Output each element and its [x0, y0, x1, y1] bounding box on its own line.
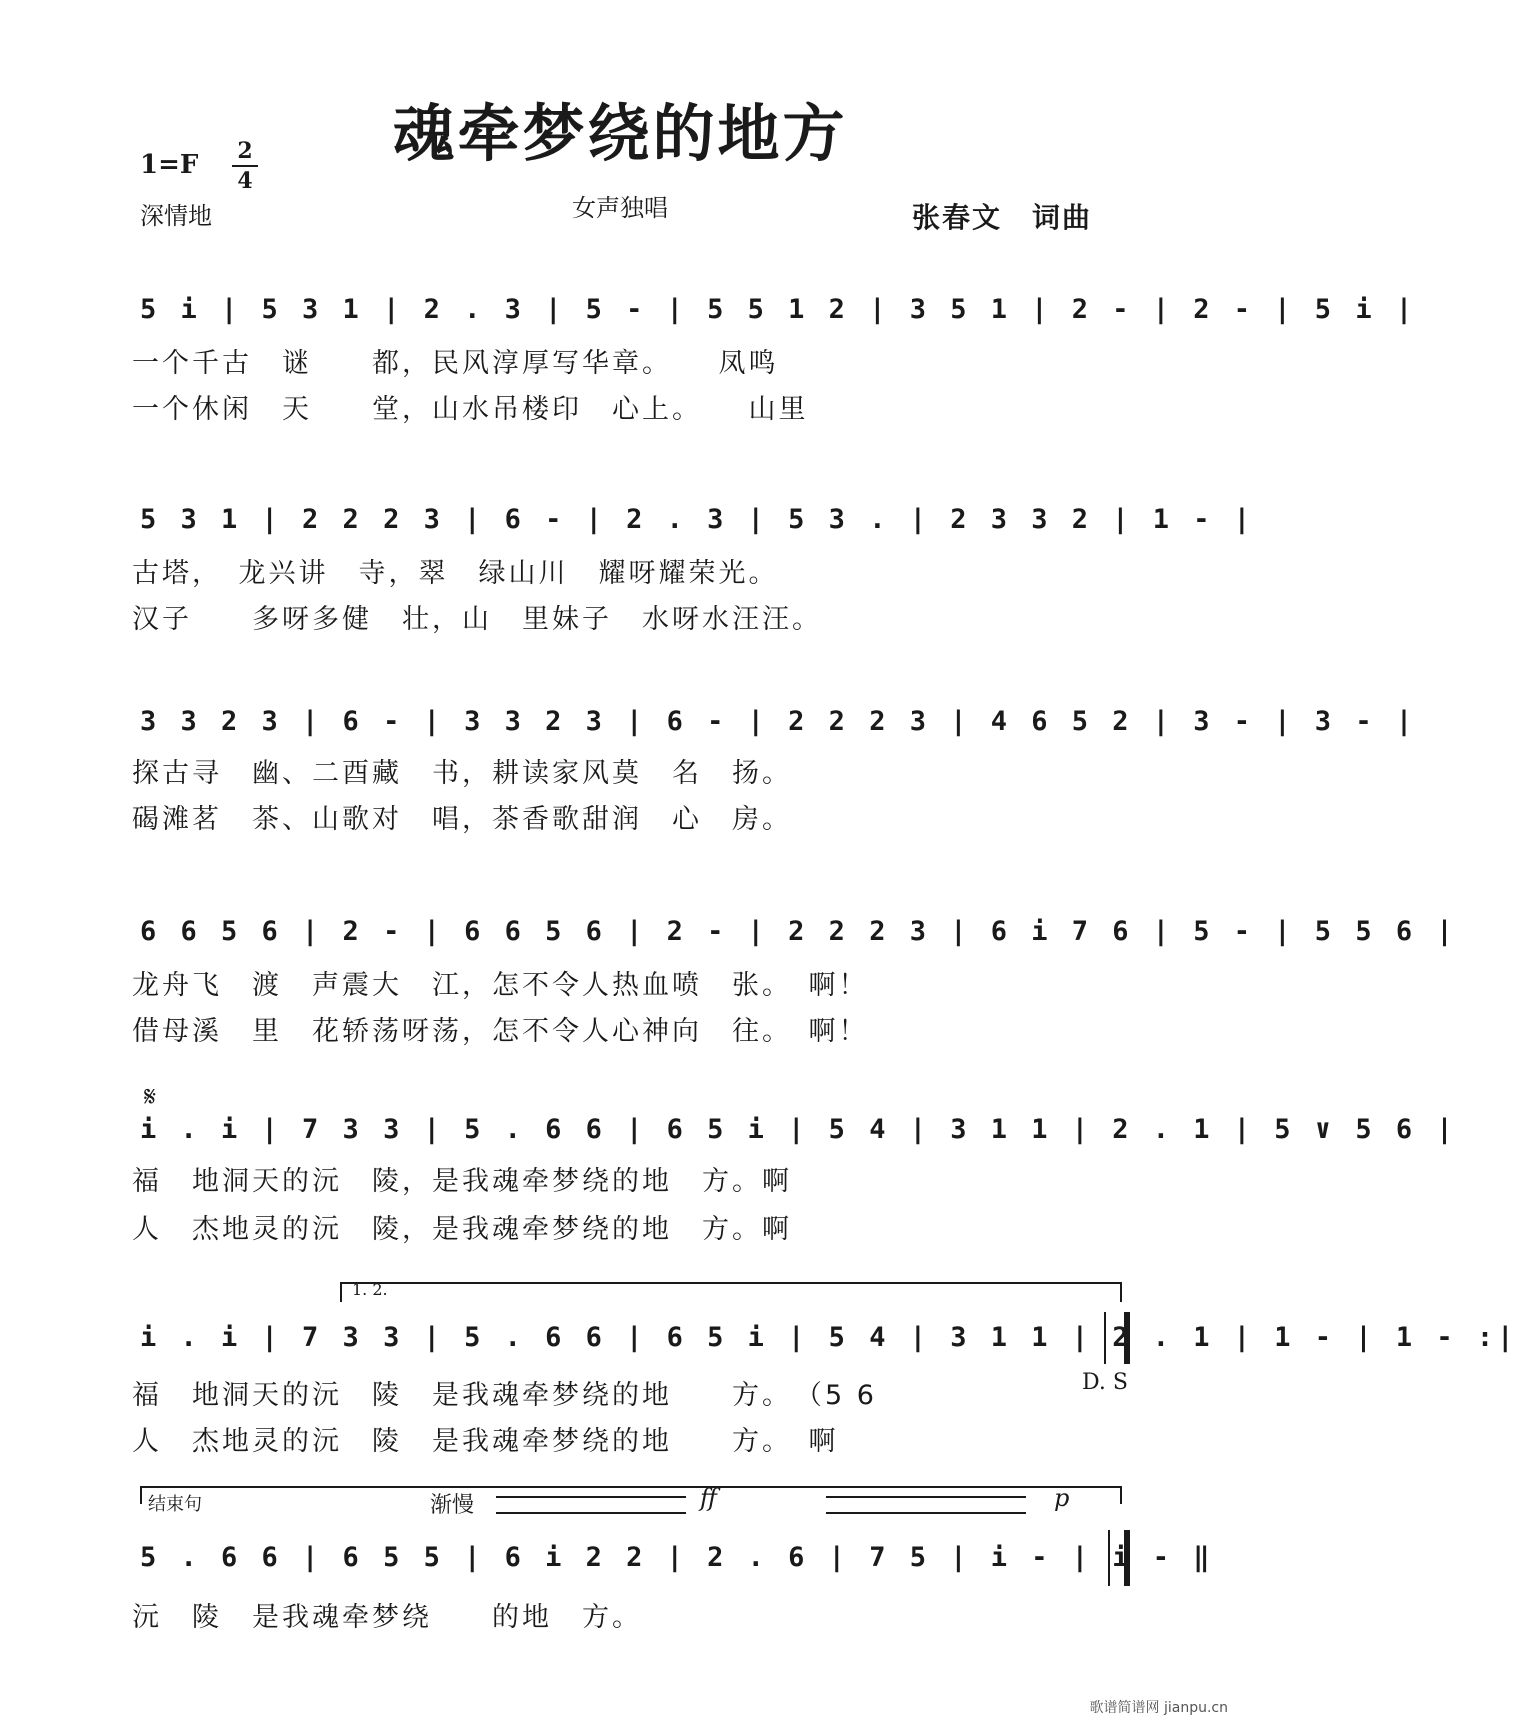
song-title: 魂牵梦绕的地方	[392, 97, 848, 170]
lyric-line-5-verse-1: 福 地洞天的沅 陵，是我魂牵梦绕的地 方。啊	[132, 1166, 792, 1197]
key-signature: 1=F	[140, 150, 199, 180]
diminuendo-hairpin	[826, 1496, 1026, 1514]
lyric-line-2-verse-2: 汉子 多呀多健 壮，山 里妹子 水呀水汪汪。	[132, 604, 822, 635]
tune-line-5: i . i | 7 3 3 | 5 . 6 6 | 6 5 i | 5 4 | 3 1 1 | 2 . 1 | 5 ∨ 5 6 |	[140, 1114, 1457, 1145]
final-barline	[1108, 1530, 1130, 1586]
crescendo-hairpin	[496, 1496, 686, 1514]
volta-label: 1. 2.	[352, 1280, 388, 1299]
voice-type: 女声独唱	[572, 194, 668, 222]
lyric-line-1-verse-1: 一个千古 谜 都，民风淳厚写华章。 凤鸣	[132, 348, 779, 379]
lyric-line-2-verse-1: 古塔， 龙兴讲 寺，翠 绿山川 耀呀耀荣光。	[132, 558, 779, 589]
lyric-line-4-verse-1: 龙舟飞 渡 声震大 江，怎不令人热血喷 张。 啊！	[132, 970, 869, 1001]
time-signature	[232, 138, 258, 194]
lyric-line-3-verse-1: 探古寻 幽、二酉藏 书，耕读家风莫 名 扬。	[132, 758, 792, 789]
tempo-marking: 深情地	[140, 202, 212, 230]
tune-line-7: 5 . 6 6 | 6 5 5 | 6 i 2 2 | 2 . 6 | 7 5 | i - | i - ‖	[140, 1542, 1214, 1573]
lyric-line-4-verse-2: 借母溪 里 花轿荡呀荡，怎不令人心神向 往。 啊！	[132, 1016, 869, 1047]
volta-bracket	[340, 1282, 1122, 1302]
time-signature-bar	[232, 165, 258, 167]
segno-sign: 𝄋	[144, 1080, 157, 1113]
time-signature-top: 2	[237, 138, 253, 164]
tune-line-6: i . i | 7 3 3 | 5 . 6 6 | 6 5 i | 5 4 | 3 1 1 | 2 . 1 | 1 - | 1 - :|	[140, 1322, 1517, 1353]
lyric-line-5-verse-2: 人 杰地灵的沅 陵，是我魂牵梦绕的地 方。啊	[132, 1214, 792, 1245]
tune-line-2: 5 3 1 | 2 2 2 3 | 6 - | 2 . 3 | 5 3 . | 2 3 3 2 | 1 - |	[140, 504, 1255, 535]
tune-line-1: 5 i | 5 3 1 | 2 . 3 | 5 - | 5 5 1 2 | 3 5 1 | 2 - | 2 - | 5 i |	[140, 294, 1417, 325]
watermark: 歌谱简谱网 jianpu.cn	[1089, 1700, 1228, 1716]
credits: 张春文 词曲	[911, 201, 1092, 234]
rit-marking: 渐慢	[430, 1493, 475, 1518]
repeat-barline	[1104, 1312, 1130, 1364]
dynamic-ff: ff	[700, 1484, 718, 1512]
time-signature-bottom: 4	[237, 168, 253, 194]
tune-line-4: 6 6 5 6 | 2 - | 6 6 5 6 | 2 - | 2 2 2 3 | 6 i 7 6 | 5 - | 5 5 6 |	[140, 916, 1457, 947]
tune-line-3: 3 3 2 3 | 6 - | 3 3 2 3 | 6 - | 2 2 2 3 | 4 6 5 2 | 3 - | 3 - |	[140, 706, 1417, 737]
lyric-line-1-verse-2: 一个休闲 天 堂，山水吊楼印 心上。 山里	[132, 394, 809, 425]
dynamic-p: p	[1054, 1484, 1070, 1512]
lyric-line-3-verse-2: 碣滩茗 茶、山歌对 唱，茶香歌甜润 心 房。	[132, 804, 792, 835]
ds-marking: D. S	[1082, 1370, 1128, 1395]
lyric-line-6-verse-2: 人 杰地灵的沅 陵 是我魂牵梦绕的地 方。 啊	[132, 1426, 839, 1457]
lyric-line-7-verse-1: 沅 陵 是我魂牵梦绕 的地 方。	[132, 1602, 642, 1633]
ending-label: 结束句	[148, 1494, 202, 1515]
lyric-line-6-verse-1: 福 地洞天的沅 陵 是我魂牵梦绕的地 方。 （5 6	[132, 1380, 877, 1411]
